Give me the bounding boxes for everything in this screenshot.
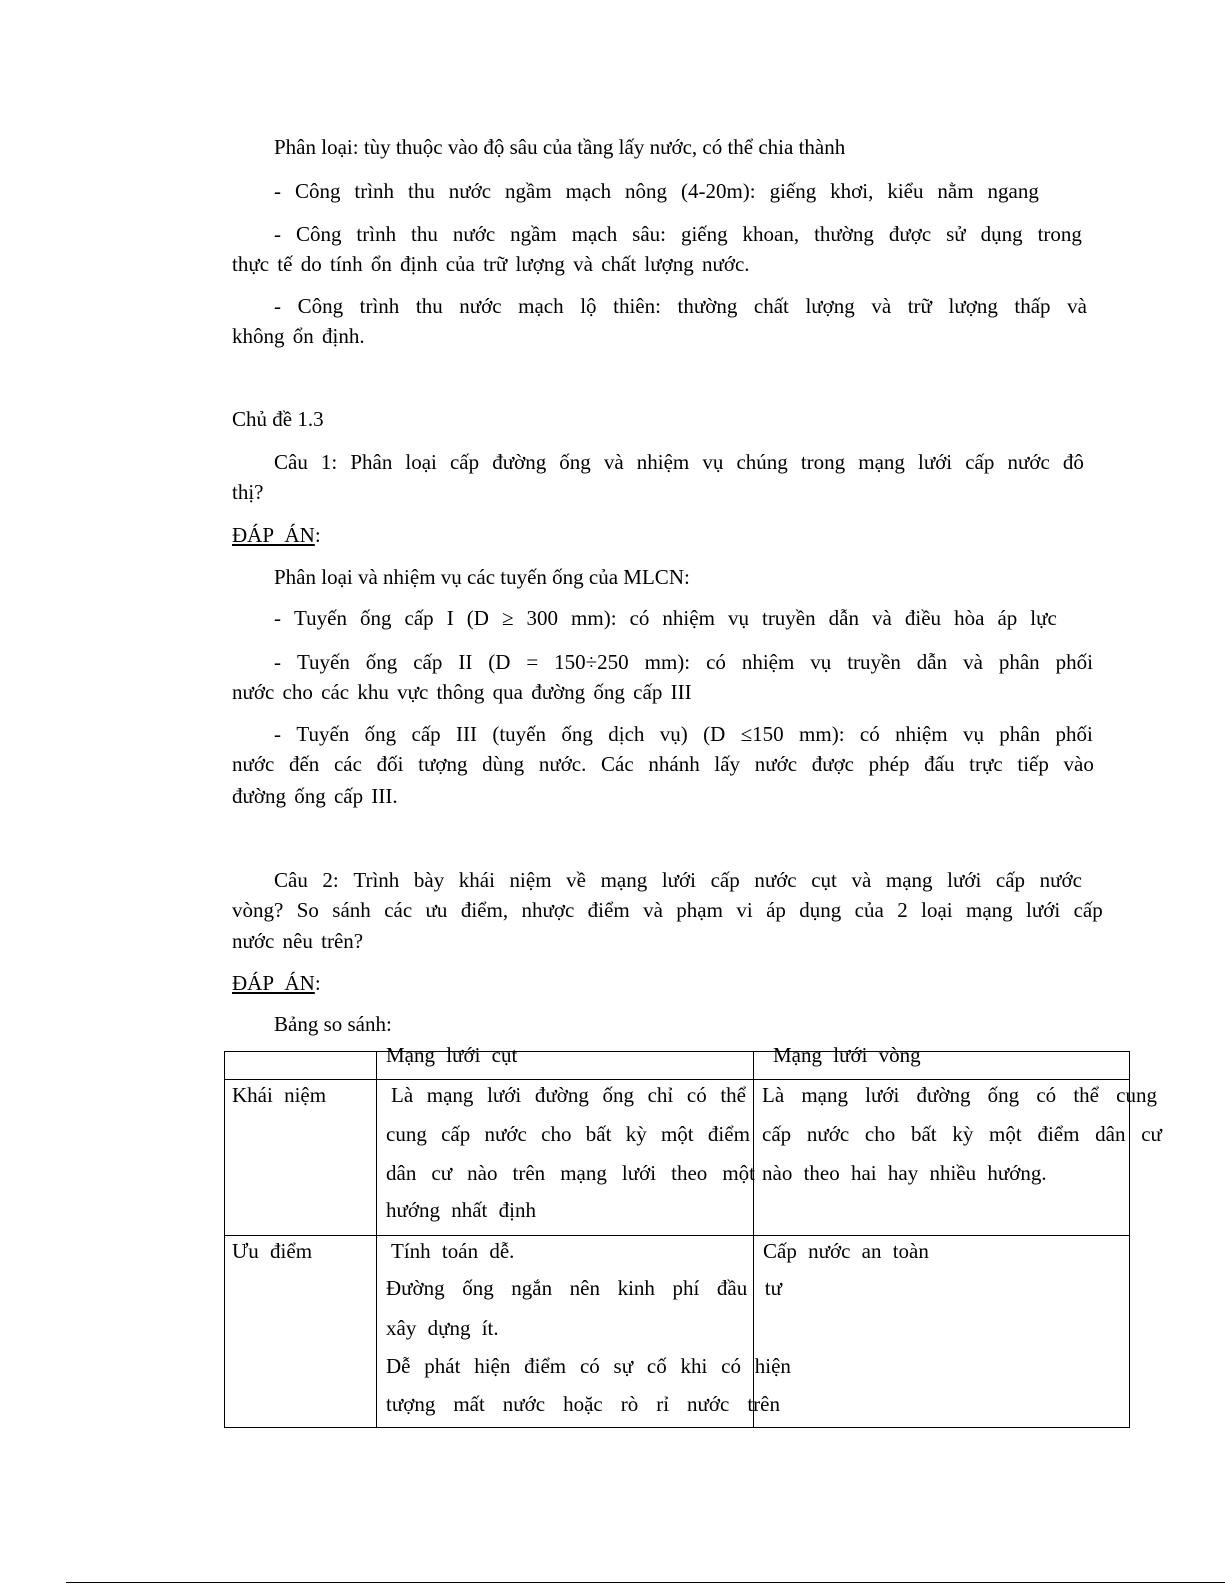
word: mạng: [885, 868, 933, 892]
word: điểm: [707, 1122, 750, 1146]
word: -: [274, 606, 281, 630]
word: giếng: [769, 179, 817, 203]
word: nước: [232, 752, 275, 776]
word: đầu: [716, 1276, 748, 1300]
concept-dead-end-line2: [386, 1124, 750, 1145]
word: nhiệm: [636, 450, 690, 474]
word: nào: [467, 1161, 498, 1185]
word: điểm: [524, 1354, 567, 1378]
word: hiện: [754, 1354, 791, 1378]
word: về: [566, 868, 586, 892]
word: cấp: [710, 868, 740, 892]
word: lộ: [580, 294, 597, 318]
word: niệm: [509, 868, 552, 892]
word: ưu: [425, 898, 448, 922]
word: lực: [1030, 606, 1057, 630]
word: 150÷250: [554, 650, 629, 674]
word: dùng: [482, 752, 525, 776]
word: áp: [766, 898, 786, 922]
word: (D: [488, 650, 511, 674]
word: trực: [969, 752, 1003, 776]
word: Tuyến: [296, 650, 350, 674]
word: thường: [814, 222, 874, 246]
word: có: [1036, 1083, 1057, 1107]
word: dân: [386, 1161, 417, 1185]
word: cấp: [995, 868, 1026, 892]
word: trình: [356, 222, 397, 246]
word: cho: [541, 1122, 572, 1146]
word: truyền: [761, 606, 816, 630]
word: cấp: [404, 606, 434, 630]
word: thể: [720, 1083, 746, 1107]
word: Công: [295, 222, 342, 246]
concept-loop-line1: [762, 1085, 1157, 1106]
word: ≥: [501, 606, 514, 630]
word: vụ): [659, 722, 688, 746]
word: sánh: [332, 898, 371, 922]
word: So: [296, 898, 319, 922]
word: kỳ: [952, 1122, 974, 1146]
word: khi: [680, 1354, 708, 1378]
word: cung: [386, 1122, 427, 1146]
word: lưới: [865, 1083, 900, 1107]
word: dịch: [608, 722, 645, 746]
word: nhược: [521, 898, 575, 922]
row-divider: [225, 1235, 1129, 1236]
word: cấp: [441, 1122, 471, 1146]
question1-line1: [274, 452, 1084, 473]
word: tượng: [386, 1392, 436, 1416]
word: -: [274, 294, 281, 318]
word: -: [274, 222, 281, 246]
word: chúng: [736, 450, 788, 474]
word: trình: [354, 179, 395, 203]
answer-colon: :: [314, 523, 321, 547]
column-divider: [376, 1052, 377, 1427]
word: nông: [625, 179, 668, 203]
word: phạm: [676, 898, 723, 922]
word: Dễ: [386, 1354, 411, 1378]
word: đấu: [924, 752, 955, 776]
word: có: [686, 1083, 707, 1107]
word: truyền: [847, 650, 901, 674]
word: Các: [601, 752, 634, 776]
word: trên: [747, 1392, 780, 1416]
word: cung: [1116, 1083, 1157, 1107]
word: nằm: [937, 179, 974, 203]
word: lưới: [947, 868, 982, 892]
word: 2:: [322, 868, 339, 892]
word: Câu: [274, 868, 308, 892]
word: theo: [671, 1161, 708, 1185]
answer1-pipe-class-3-line2: [232, 754, 1094, 775]
word: cấp: [965, 450, 995, 474]
word: vụ: [962, 722, 984, 746]
word: vào: [1063, 752, 1094, 776]
table-caption: Bảng so sánh:: [274, 1012, 392, 1036]
word: mm):: [644, 650, 691, 674]
word: áp: [997, 606, 1018, 630]
word: khái: [458, 868, 495, 892]
word: mạng: [600, 868, 648, 892]
word: II: [458, 650, 473, 674]
concept-loop-line3: nào theo hai hay nhiều hướng.: [762, 1161, 1047, 1185]
row-label-concept: Khái niệm: [232, 1083, 327, 1107]
question2-line2: [232, 900, 1103, 921]
word: mạng: [966, 898, 1013, 922]
answer1-pipe-class-2-line1: [274, 652, 1093, 673]
word: một: [660, 1122, 694, 1146]
word: nước: [806, 1122, 850, 1146]
word: lượng: [805, 294, 855, 318]
word: nước: [1039, 868, 1082, 892]
word: vòng?: [232, 898, 284, 922]
word: và: [1067, 294, 1087, 318]
word: Tuyến: [294, 606, 347, 630]
word: điều: [904, 606, 942, 630]
word: được: [888, 222, 932, 246]
word: nước: [502, 1392, 546, 1416]
word: đường: [534, 1083, 589, 1107]
word: đến: [288, 752, 320, 776]
word: cấp: [1073, 898, 1103, 922]
answer1-intro: Phân loại và nhiệm vụ các tuyến ống của MLCN:: [274, 565, 690, 589]
word: điểm,: [460, 898, 509, 922]
word: và: [851, 868, 872, 892]
word: nhiệm: [895, 722, 948, 746]
word: dân: [1095, 1122, 1126, 1146]
word: cố: [646, 1354, 667, 1378]
word: Câu: [274, 450, 308, 474]
word: nước: [754, 868, 797, 892]
word: 300: [526, 606, 558, 630]
word: phép: [868, 752, 910, 776]
word: thiên:: [613, 294, 661, 318]
advantage-dead-end-line4: [386, 1356, 791, 1377]
answer1-pipe-class-2-line2: nước cho các khu vực thông qua đường ống cấp III: [232, 680, 692, 704]
header-dead-end-network: Mạng lưới cụt: [386, 1043, 518, 1067]
word: có: [721, 1354, 741, 1378]
word: sự: [613, 1354, 634, 1378]
word: ống: [987, 1083, 1020, 1107]
word: lưới: [661, 868, 696, 892]
word: và: [643, 898, 663, 922]
word: nhánh: [648, 752, 700, 776]
word: có: [706, 650, 726, 674]
word: =: [526, 650, 539, 674]
word: mạch: [571, 222, 618, 246]
list-item-deep-intake-line2: thực tế do tính ổn định của trữ lượng và chất lượng nước.: [232, 252, 750, 276]
word: lượng: [948, 294, 998, 318]
word: sử: [946, 222, 966, 246]
word: I: [446, 606, 454, 630]
advantage-loop-line1: Cấp nước an toàn: [763, 1239, 929, 1263]
word: nước.: [538, 752, 587, 776]
word: trong: [800, 450, 846, 474]
question2-line1: [274, 870, 1082, 891]
word: dẫn: [828, 606, 859, 630]
word: ống: [561, 722, 593, 746]
word: cho: [864, 1122, 896, 1146]
row-label-advantages: Ưu điểm: [232, 1239, 313, 1263]
word: dẫn: [916, 650, 948, 674]
concept-loop-line2: [762, 1124, 1162, 1145]
word: Phân: [350, 450, 393, 474]
word: Trình: [353, 868, 400, 892]
word: mạng: [801, 1083, 848, 1107]
word: vụ: [702, 450, 724, 474]
word: trình: [359, 294, 400, 318]
word: phân: [999, 722, 1041, 746]
word: vi: [736, 898, 753, 922]
word: mm):: [799, 722, 845, 746]
word: Công: [297, 294, 344, 318]
word: vụ: [810, 650, 832, 674]
word: điểm: [587, 898, 630, 922]
word: -: [274, 722, 281, 746]
word: sâu:: [632, 222, 666, 246]
word: đường: [916, 1083, 971, 1107]
question2-answer-label: [232, 973, 321, 994]
word: cư: [431, 1161, 453, 1185]
word: phát: [424, 1354, 461, 1378]
word: thu: [411, 222, 438, 246]
word: cấp: [449, 450, 480, 474]
question2-line3: nước nêu trên?: [232, 929, 364, 953]
word: -: [274, 650, 281, 674]
word: có: [859, 722, 880, 746]
word: 1:: [320, 450, 338, 474]
word: lưới: [621, 1161, 657, 1185]
word: của: [854, 898, 884, 922]
word: đô: [1062, 450, 1084, 474]
word: phân: [998, 650, 1040, 674]
word: hiện: [474, 1354, 511, 1378]
word: bày: [413, 868, 445, 892]
question1-answer-label: [232, 525, 321, 546]
advantage-dead-end-line1: Tính toán dễ.: [391, 1239, 515, 1263]
word: cấp: [413, 650, 443, 674]
word: ống: [559, 450, 591, 474]
word: ngắn: [511, 1276, 553, 1300]
word: có: [629, 606, 650, 630]
word: cụt: [811, 868, 837, 892]
word: và: [603, 450, 624, 474]
concept-dead-end-line1: [391, 1085, 746, 1106]
word: Công: [294, 179, 341, 203]
word: mạng: [858, 450, 905, 474]
word: cấp: [762, 1122, 792, 1146]
advantage-dead-end-line3: xây dựng ít.: [386, 1316, 499, 1340]
answer1-pipe-class-3-line1: [274, 724, 1093, 745]
word: các: [384, 898, 413, 922]
word: kỳ: [625, 1122, 647, 1146]
word: lưới: [1026, 898, 1061, 922]
word: nhiệm: [741, 650, 795, 674]
list-item-deep-intake-line1: [274, 224, 1082, 245]
topic-heading: Chủ đề 1.3: [232, 407, 324, 431]
word: chỉ: [647, 1083, 674, 1107]
word: ống: [365, 650, 398, 674]
word: mạng: [560, 1161, 607, 1185]
word: III: [456, 722, 477, 746]
answer-label-text: ĐÁP ÁN: [232, 523, 315, 547]
word: thể: [1073, 1083, 1099, 1107]
word: Đường: [386, 1276, 445, 1300]
word: được: [811, 752, 854, 776]
word: lưới: [917, 450, 953, 474]
word: dụng: [799, 898, 842, 922]
word: giếng: [680, 222, 728, 246]
word: ngang: [987, 179, 1039, 203]
word: ≤150: [740, 722, 784, 746]
word: và: [872, 606, 892, 630]
word: điểm: [1037, 1122, 1080, 1146]
word: mạch: [518, 294, 564, 318]
word: vụ: [727, 606, 749, 630]
word: nhiệm: [662, 606, 715, 630]
word: tư: [764, 1276, 782, 1300]
list-item-shallow-intake: [274, 181, 1039, 202]
word: phí: [672, 1276, 700, 1300]
question1-line2: thị?: [232, 480, 264, 504]
word: ống: [602, 1083, 634, 1107]
word: ống: [364, 722, 397, 746]
word: có: [579, 1354, 600, 1378]
word: ngầm: [505, 179, 552, 203]
word: đối: [376, 752, 404, 776]
word: và: [871, 294, 892, 318]
word: hòa: [954, 606, 985, 630]
word: thu: [408, 179, 435, 203]
word: thu: [415, 294, 443, 318]
word: Là: [391, 1083, 414, 1107]
word: chất: [753, 294, 789, 318]
word: ống: [359, 606, 392, 630]
word: -: [274, 179, 281, 203]
page-bottom-rule: [66, 1582, 1225, 1583]
word: ngầm: [510, 222, 557, 246]
list-item-open-intake-line1: [274, 296, 1087, 317]
word: tiếp: [1017, 752, 1049, 776]
word: ống: [462, 1276, 494, 1300]
word: nước: [687, 1392, 730, 1416]
word: lấy: [714, 752, 741, 776]
word: nước: [452, 222, 496, 246]
word: và: [963, 650, 983, 674]
word: cư: [1141, 1122, 1162, 1146]
word: phối: [1055, 650, 1093, 674]
word: trong: [1037, 222, 1082, 246]
word: nước: [754, 752, 798, 776]
list-item-open-intake-line2: không ổn định.: [232, 324, 365, 348]
word: hoặc: [563, 1392, 603, 1416]
word: Tuyến: [296, 722, 350, 746]
concept-dead-end-line3: [386, 1163, 755, 1184]
word: thấp: [1014, 294, 1051, 318]
word: nước: [1007, 450, 1050, 474]
answer1-pipe-class-1: [274, 608, 1057, 629]
word: mạch: [565, 179, 612, 203]
word: Là: [762, 1083, 785, 1107]
word: một: [722, 1161, 755, 1185]
word: tượng: [418, 752, 468, 776]
word: trên: [512, 1161, 546, 1185]
word: nên: [569, 1276, 600, 1300]
concept-dead-end-line4: hướng nhất định: [386, 1198, 536, 1222]
word: phối: [1055, 722, 1093, 746]
word: nước: [459, 294, 502, 318]
word: loại: [921, 898, 953, 922]
word: mạng: [426, 1083, 474, 1107]
word: trữ: [907, 294, 932, 318]
word: khoan,: [742, 222, 800, 246]
answer1-pipe-class-3-line3: đường ống cấp III.: [232, 784, 398, 808]
answer-label-text: ĐÁP ÁN: [232, 971, 315, 995]
word: 2: [897, 898, 908, 922]
header-loop-network: Mạng lưới vòng: [773, 1043, 921, 1067]
advantage-dead-end-line5: [386, 1394, 780, 1415]
word: mm):: [571, 606, 617, 630]
word: rò: [620, 1392, 639, 1416]
word: khơi,: [830, 179, 874, 203]
word: một: [989, 1122, 1022, 1146]
word: (D: [466, 606, 489, 630]
word: nước: [448, 179, 492, 203]
word: loại: [405, 450, 437, 474]
word: (tuyến: [492, 722, 547, 746]
word: các: [333, 752, 362, 776]
advantage-dead-end-line2: [386, 1278, 782, 1299]
word: kiểu: [887, 179, 924, 203]
word: bất: [910, 1122, 937, 1146]
word: kinh: [617, 1276, 655, 1300]
word: rỉ: [656, 1392, 670, 1416]
classification-text: Phân loại: tùy thuộc vào độ sâu của tầng lấy nước, có thể chia thành: [274, 135, 846, 159]
word: lưới: [487, 1083, 522, 1107]
word: thường: [677, 294, 738, 318]
word: (D: [703, 722, 726, 746]
word: cấp: [411, 722, 441, 746]
word: mất: [453, 1392, 485, 1416]
word: (4-20m):: [680, 179, 756, 203]
row-divider: [225, 1079, 1129, 1080]
word: đường: [492, 450, 547, 474]
word: nước: [484, 1122, 527, 1146]
word: dụng: [980, 222, 1023, 246]
word: bất: [585, 1122, 612, 1146]
answer-colon: :: [314, 971, 321, 995]
